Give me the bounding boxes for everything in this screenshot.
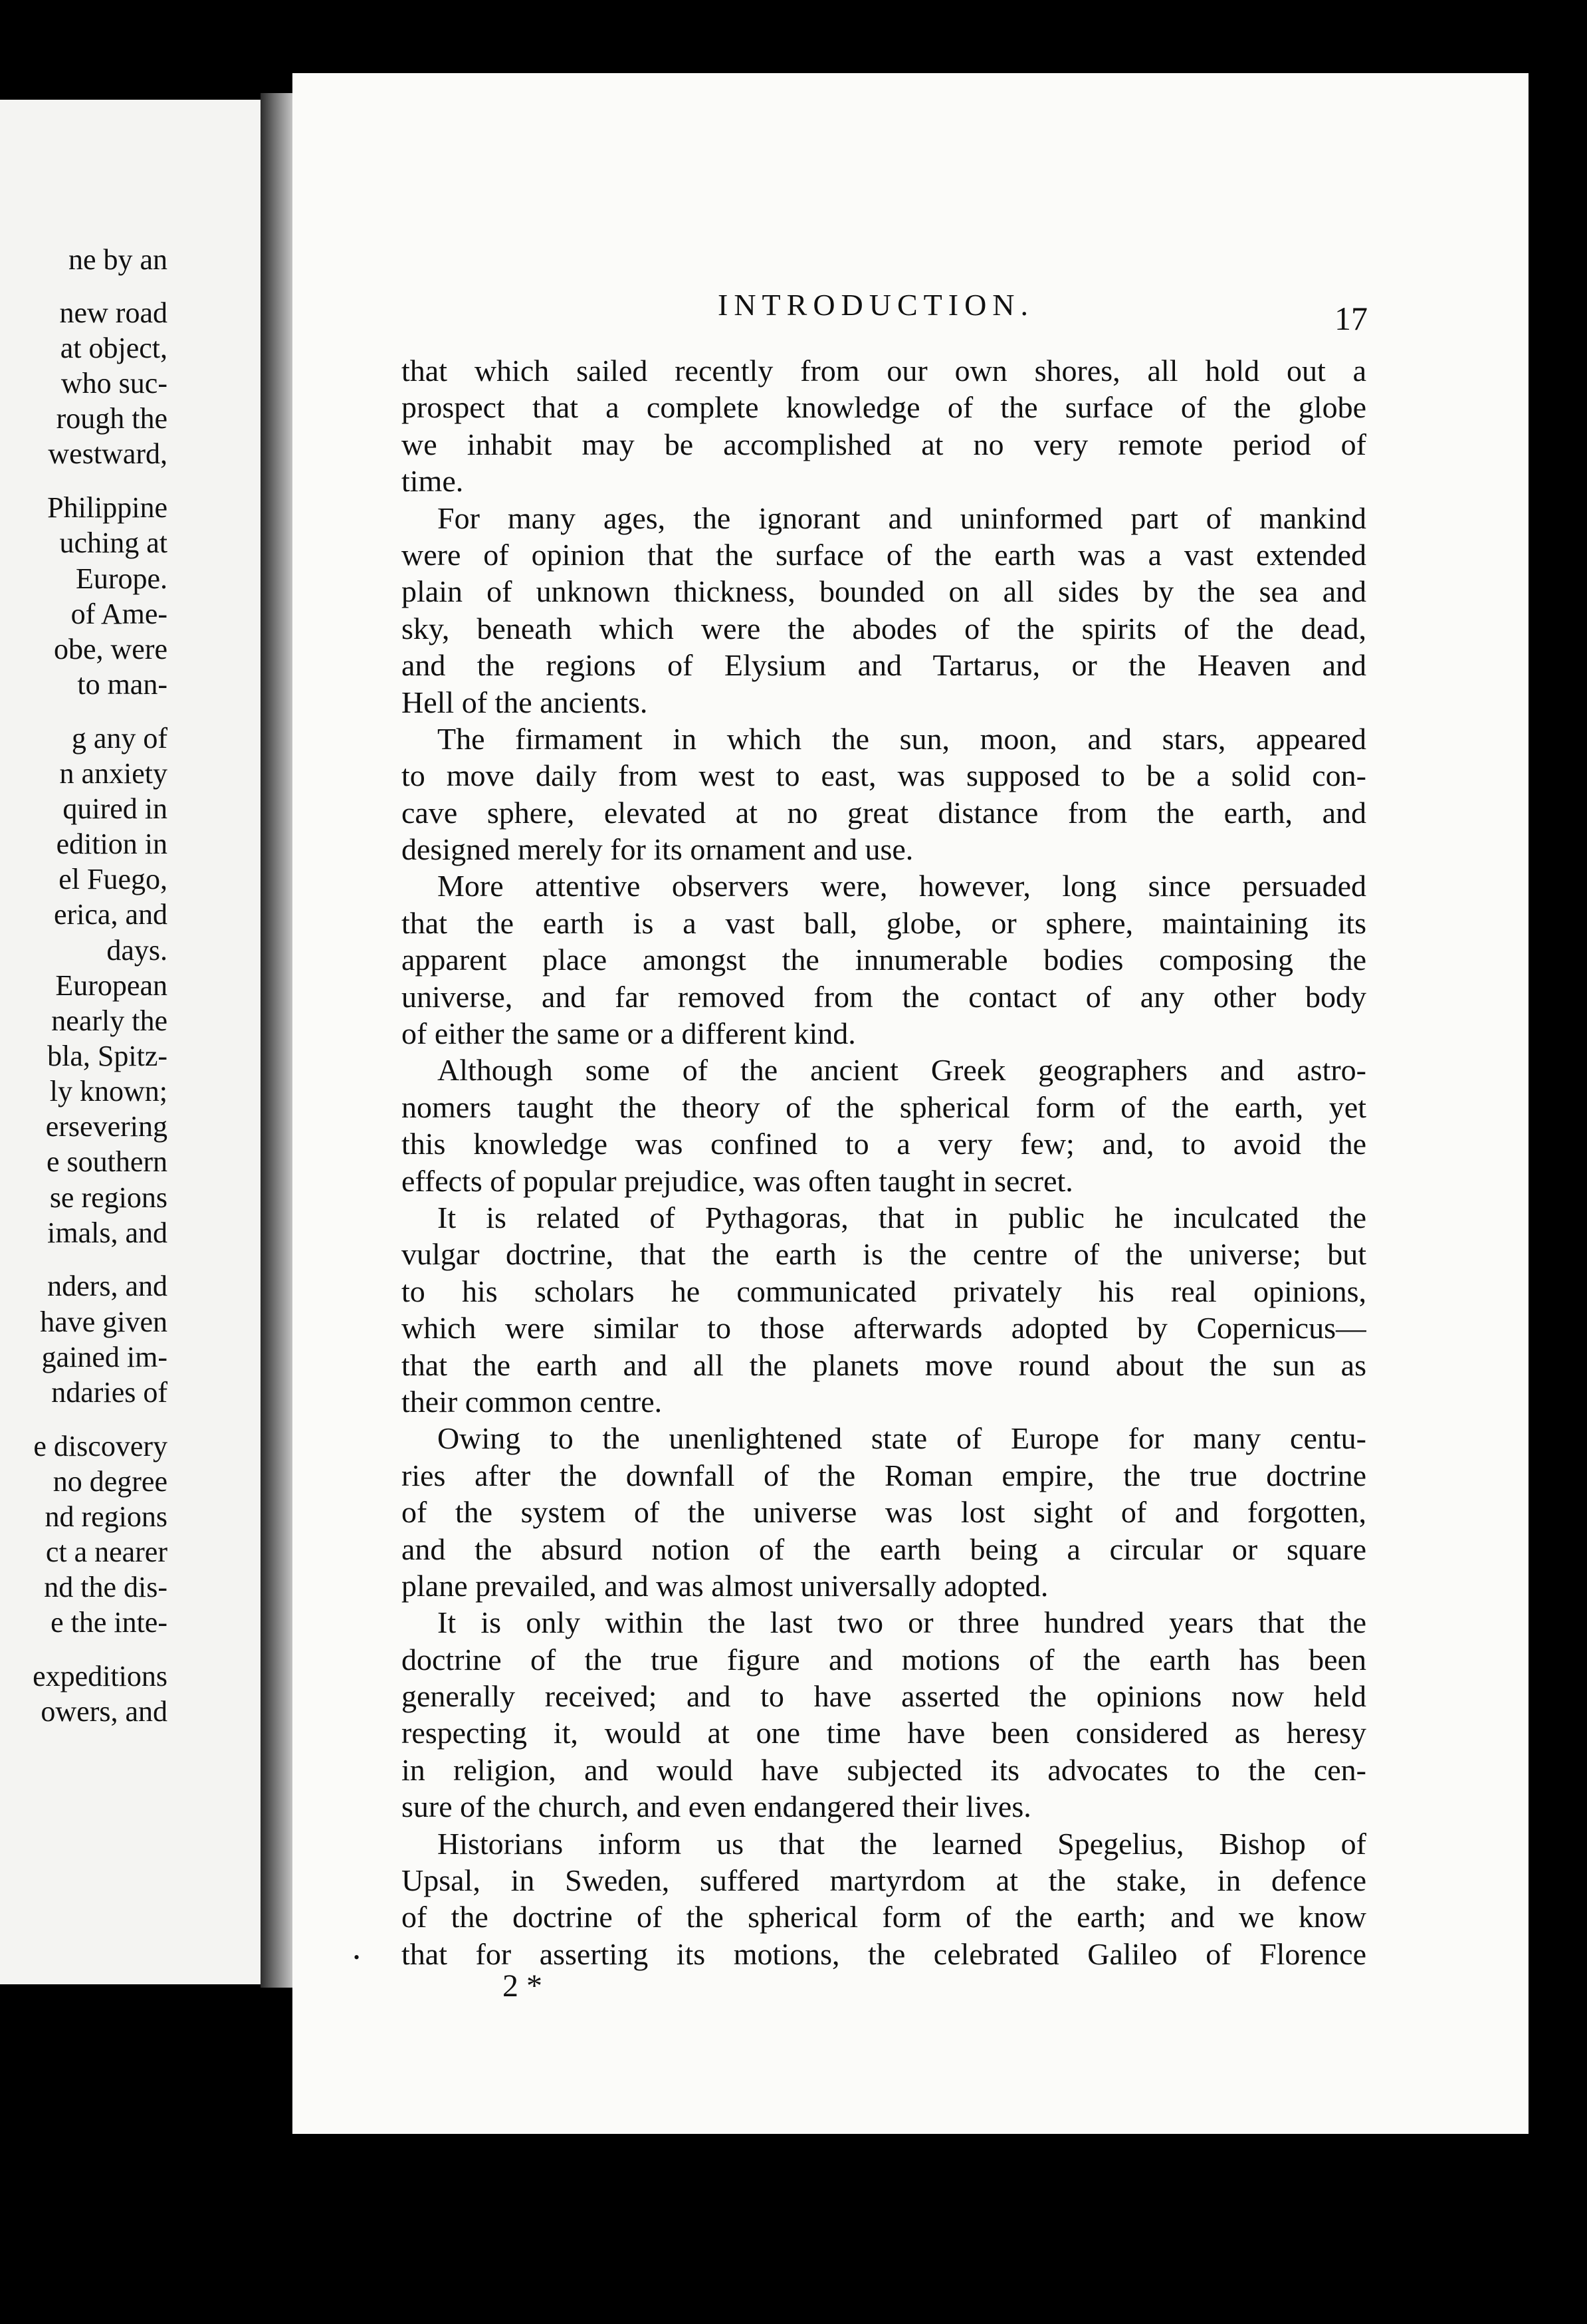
text-line: of either the same or a different kind. [401,1016,856,1051]
text-line: that the earth and all the planets move round about the sun as [401,1347,1366,1382]
body-text [401,352,1366,1972]
left-page-line: n anxiety [59,756,167,790]
left-page-line: ly known; [49,1075,167,1108]
text-line: we inhabit may be accomplished at no very remote period of [401,427,1366,461]
text-line: For many ages, the ignorant and uninformed part of mankind [437,501,1366,535]
text-line: apparent place amongst the innumerable bodies composing the [401,943,1366,977]
left-page-line: e the inte- [51,1606,167,1639]
left-page [0,100,261,1984]
left-page-line: Europe. [75,562,167,595]
text-line: this knowledge was confined to a very few; and, to avoid the [401,1127,1366,1161]
left-page-line: gained im- [41,1340,167,1373]
text-line: and the regions of Elysium and Tartarus, or the Heaven and [401,648,1366,683]
text-line: It is only within the last two or three hundred years that the [437,1605,1366,1640]
text-line: More attentive observers were, however, long since persuaded [437,869,1366,903]
text-line: plane prevailed, and was almost universally adopted. [401,1568,1049,1603]
left-page-line: new road [59,296,167,329]
left-page-line: Philippine [47,491,167,524]
text-line: of the system of the universe was lost sight of and forgotten, [401,1495,1366,1530]
text-line: vulgar doctrine, that the earth is the centre of the universe; but [401,1237,1366,1272]
text-line: universe, and far removed from the contact of any other body [401,979,1366,1014]
text-line: Upsal, in Sweden, suffered martyrdom at the stake, in defence [401,1863,1366,1898]
text-line: doctrine of the true figure and motions of the earth has been [401,1642,1366,1677]
text-line: The firmament in which the sun, moon, and stars, appeared [437,721,1366,756]
left-page-line: imals, and [47,1216,167,1249]
signature-mark: 2 * [502,1968,542,2004]
left-page-line: se regions [49,1181,167,1214]
text-line: that the earth is a vast ball, globe, or sphere, maintaining its [401,905,1366,940]
text-line: sky, beneath which were the abodes of the spirits of the dead, [401,611,1366,645]
left-page-line: bla, Spitz- [47,1039,167,1072]
left-page-line: days. [106,933,167,967]
text-line: that for asserting its motions, the celebrated Galileo of Florence [401,1936,1366,1971]
text-line: Hell of the ancients. [401,685,648,719]
page-number: 17 [1334,300,1368,337]
left-page-line: nd the dis- [44,1571,167,1604]
left-page-line: e southern [46,1145,167,1179]
text-line: of the doctrine of the spherical form of the earth; and we know [401,1900,1366,1934]
left-page-line: to man- [77,667,167,701]
text-line: Although some of the ancient Greek geographers and astro- [437,1053,1366,1088]
left-page-line: ct a nearer [45,1536,167,1569]
left-page-line: westward, [48,437,167,471]
text-line: ries after the downfall of the Roman empire, the true doctrine [401,1458,1366,1492]
left-page-line: of Ame- [70,597,167,630]
text-line: cave sphere, elevated at no great distance from the earth, and [401,795,1366,830]
left-page-line: ndaries of [51,1375,167,1409]
text-line: Owing to the unenlightened state of Europe for many centu- [437,1421,1366,1456]
left-page-line: obe, were [53,632,167,665]
left-page-line: edition in [56,828,167,861]
left-page-line: quired in [62,792,167,826]
left-page-line: owers, and [41,1695,167,1728]
margin-mark: • [354,1948,360,1967]
left-page-line: who suc- [60,367,167,400]
text-line: sure of the church, and even endangered their lives. [401,1790,1031,1824]
left-page-line: ne by an [68,243,167,277]
text-line: that which sailed recently from our own shores, all hold out a [401,354,1366,388]
text-line: designed merely for its ornament and use. [401,832,914,867]
text-line: their common centre. [401,1384,663,1419]
text-line: and the absurd notion of the earth being a circular or square [401,1532,1366,1566]
text-line: in religion, and would have subjected its advocates to the cen- [401,1752,1366,1787]
left-page-line: no degree [53,1464,167,1498]
text-line: nomers taught the theory of the spherical form of the earth, yet [401,1090,1366,1124]
text-line: generally received; and to have asserted the opinions now held [401,1679,1366,1714]
left-page-line: have given [40,1305,167,1338]
text-line: It is related of Pythagoras, that in public he inculcated the [437,1200,1366,1234]
text-line: to his scholars he communicated privately his real opinions, [401,1274,1366,1308]
left-page-line: erica, and [54,898,167,931]
left-page-line: European [55,969,167,1002]
left-page-line: g any of [71,721,167,755]
left-page-text [0,100,167,1984]
text-line: were of opinion that the surface of the earth was a vast extended [401,537,1366,572]
text-line: time. [401,464,464,499]
text-line: which were similar to those afterwards adopted by Copernicus— [401,1311,1366,1345]
text-line: effects of popular prejudice, was often taught in secret. [401,1163,1073,1198]
left-page-line: e discovery [33,1429,167,1462]
left-page-line: nders, and [47,1270,167,1303]
left-page-line: nd regions [45,1500,167,1533]
text-line: Historians inform us that the learned Spegelius, Bishop of [437,1826,1366,1861]
running-header: INTRODUCTION. [718,288,1035,322]
text-line: respecting it, would at one time have been considered as heresy [401,1716,1366,1750]
text-line: prospect that a complete knowledge of the surface of the globe [401,390,1366,425]
left-page-line: rough the [56,402,167,435]
text-line: plain of unknown thickness, bounded on all sides by the sea and [401,574,1366,609]
left-page-line: nearly the [51,1004,167,1037]
left-page-line: el Fuego, [58,863,167,896]
left-page-line: ersevering [45,1110,167,1143]
text-line: to move daily from west to east, was supposed to be a solid con- [401,758,1366,793]
left-page-line: at object, [60,332,167,365]
left-page-line: expeditions [33,1660,167,1693]
left-page-line: uching at [59,526,167,560]
